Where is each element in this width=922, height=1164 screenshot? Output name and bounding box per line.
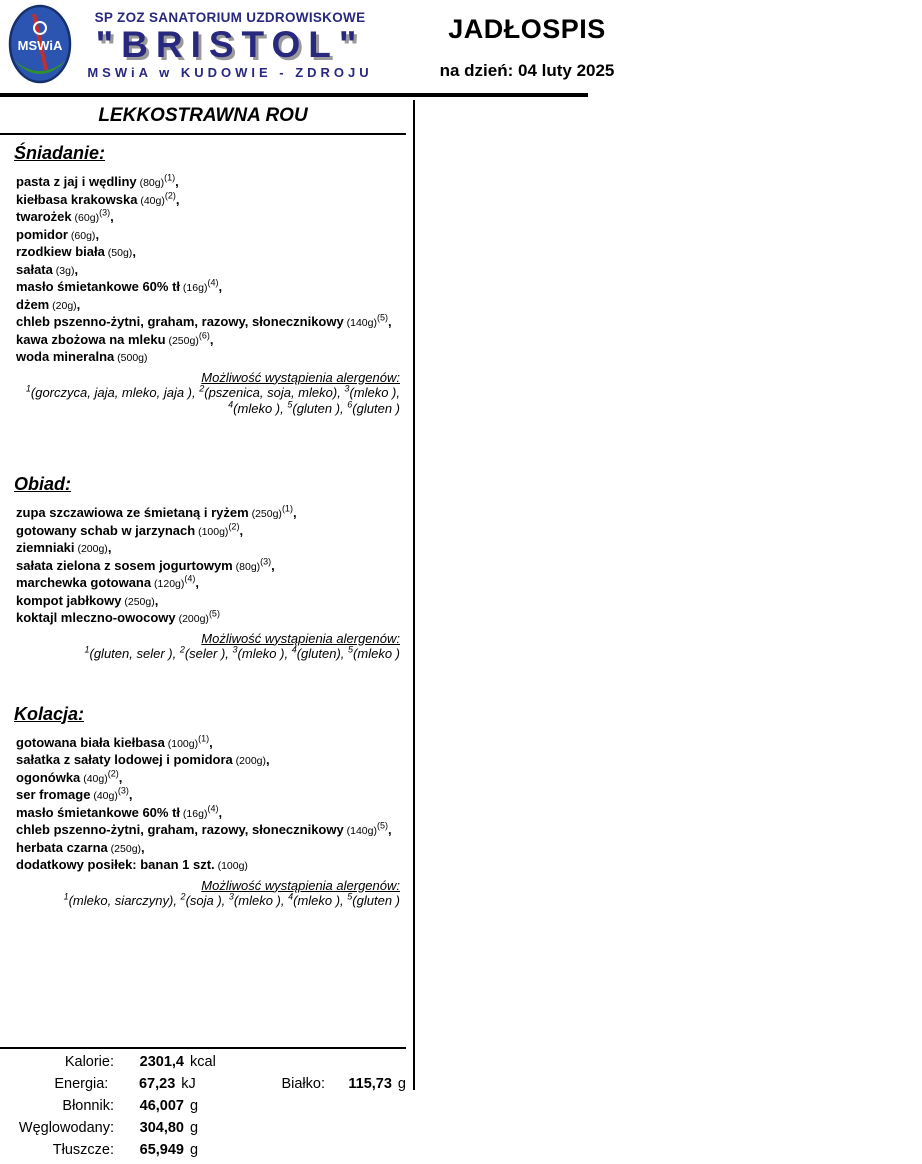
menu-item-allergen-ref: (2) xyxy=(164,190,176,201)
menu-item xyxy=(16,857,406,875)
allergen-number: 4 xyxy=(228,399,234,410)
menu-item-name: kiełbasa krakowska xyxy=(16,191,138,207)
menu-item xyxy=(16,209,406,227)
menu-item xyxy=(16,575,406,593)
menu-item-portion: (20g) xyxy=(49,299,77,312)
menu-item-portion: (100g) xyxy=(164,737,199,750)
allergen-number: 4 xyxy=(291,644,297,655)
menu-item-separator: , xyxy=(95,226,100,242)
meal-section-obiad xyxy=(0,466,406,662)
menu-item-allergen-ref: (3) xyxy=(99,207,111,218)
section-title: Śniadanie: xyxy=(14,143,106,163)
allergen-line: $^1$(gorczyca, jaja, mleko, jaja ), $^2$(pszenica, soja, mleko), $^3$(mleko ), xyxy=(25,383,400,400)
menu-item-name: kawa zbożowa na mleku xyxy=(16,331,166,347)
diet-title: LEKKOSTRAWNA ROU xyxy=(98,105,308,126)
menu-item xyxy=(16,505,406,523)
menu-item-allergen-ref: (4) xyxy=(207,277,219,288)
menu-item-separator: , xyxy=(132,244,136,259)
menu-item-name: twarożek xyxy=(16,209,72,224)
menu-item-allergen-ref: (5) xyxy=(208,608,220,619)
menu-item-allergen-ref: (1) xyxy=(281,503,293,514)
menu-item-portion: (200g) xyxy=(232,755,267,767)
nutrition-row xyxy=(0,1142,406,1164)
allergen-heading: Możliwość wystąpienia alergenów: xyxy=(201,369,400,385)
nutrition-value: 46,007 xyxy=(139,1097,184,1114)
allergen-number: 3 xyxy=(344,383,350,394)
column-divider xyxy=(413,100,415,1090)
menu-item-name: sałata zielona z sosem jogurtowym xyxy=(16,557,233,573)
allergen-line: $^1$(mleko, siarczyny), $^2$(soja ), $^3$(mleko ), $^4$(mleko ), $^5$(gluten ) xyxy=(63,891,400,908)
menu-item-portion: (50g) xyxy=(104,247,133,259)
document-date: na dzień: 04 luty 2025 xyxy=(439,61,615,80)
menu-item-portion: (16g) xyxy=(180,282,208,294)
allergen-heading: Możliwość wystąpienia alergenów: xyxy=(201,630,400,646)
menu-item xyxy=(16,735,406,753)
menu-item-separator: , xyxy=(209,331,214,347)
organization-location: MSWiA w KUDOWIE - ZDROJU xyxy=(87,65,373,80)
organization-block xyxy=(80,4,380,80)
menu-item-name: marchewka gotowana xyxy=(16,575,152,590)
menu-item xyxy=(16,332,406,350)
menu-item xyxy=(16,540,406,558)
menu-item-name: pomidor xyxy=(16,226,68,242)
nutrition-unit: kcal xyxy=(190,1053,216,1070)
menu-item-separator: , xyxy=(128,787,133,802)
allergen-number: 5 xyxy=(348,644,354,655)
menu-item-name: kompot jabłkowy xyxy=(16,592,122,608)
menu-item-name: ser fromage xyxy=(16,787,91,802)
section-title: Obiad: xyxy=(14,474,71,494)
menu-item-separator: , xyxy=(175,174,179,189)
menu-item xyxy=(16,227,406,245)
allergen-number: 1 xyxy=(63,891,69,902)
nutrition-row xyxy=(0,1076,406,1098)
header-divider xyxy=(0,93,588,97)
meal-section-sniadanie xyxy=(0,135,406,416)
menu-item-name: rzodkiew biała xyxy=(16,244,105,259)
brand-name: "BRISTOL" xyxy=(95,24,365,65)
header xyxy=(8,4,914,84)
menu-item-separator: , xyxy=(209,734,213,750)
menu-item xyxy=(16,752,406,770)
nutrition-value: 304,80 xyxy=(139,1119,184,1136)
organization-name: SP ZOZ SANATORIUM UZDROWISKOWE xyxy=(94,10,366,25)
menu-item-portion: (100g) xyxy=(195,525,229,538)
menu-item-separator: , xyxy=(239,522,244,538)
nutrition-unit: g xyxy=(190,1097,199,1114)
menu-item-portion: (40g) xyxy=(137,194,165,207)
menu-item-portion: (80g) xyxy=(232,560,261,573)
nutrition-row xyxy=(0,1098,406,1120)
allergen-line: $^1$(gluten, seler ), $^2$(seler ), $^3$(mleko ), $^4$(gluten), $^5$(mleko ) xyxy=(84,644,400,661)
nutrition-value: 2301,4 xyxy=(139,1053,184,1070)
menu-item xyxy=(16,593,406,611)
menu-item-name: sałata xyxy=(16,261,53,277)
allergen-number: 2 xyxy=(180,891,186,902)
nutrition-label: Białko: xyxy=(281,1075,325,1092)
menu-item-name: koktajl mleczno-owocowy xyxy=(16,610,176,625)
document-title: JADŁOSPIS xyxy=(448,14,606,44)
menu-item-name: ziemniaki xyxy=(16,540,75,555)
mswia-badge-icon xyxy=(8,4,72,84)
allergen-number: 5 xyxy=(347,891,353,902)
menu-item-name: chleb pszenno-żytni, graham, razowy, słonecznikowy xyxy=(16,314,344,329)
menu-item-name: sałatka z sałaty lodowej i pomidora xyxy=(16,752,233,767)
menu-item-separator: , xyxy=(74,261,79,277)
menu-item-portion: (60g) xyxy=(68,229,96,242)
menu-item-portion: (200g) xyxy=(175,613,209,625)
nutrition-label: Kalorie: xyxy=(64,1053,114,1070)
meal-section-kolacja xyxy=(0,696,406,909)
menu-item-allergen-ref: (2) xyxy=(107,768,119,779)
allergen-heading: Możliwość wystąpienia alergenów: xyxy=(201,877,400,893)
menu-item-name: ogonówka xyxy=(16,769,81,785)
menu-item-separator: , xyxy=(110,209,114,224)
nutrition-row xyxy=(0,1120,406,1142)
menu-item xyxy=(16,770,406,788)
menu-item-name: dodatkowy posiłek: banan 1 szt. xyxy=(16,857,215,872)
nutrition-value: 115,73 xyxy=(348,1075,392,1092)
menu-item-allergen-ref: (5) xyxy=(377,820,388,831)
menu-item xyxy=(16,262,406,280)
menu-item-separator: , xyxy=(175,191,180,207)
menu-item xyxy=(16,787,406,805)
menu-item-name: masło śmietankowe 60% tł xyxy=(16,804,181,820)
menu-item-portion: (60g) xyxy=(71,212,100,224)
menu-item-portion: (500g) xyxy=(114,352,148,364)
nutrition-summary xyxy=(0,1054,406,1164)
menu-item-portion: (120g) xyxy=(151,578,185,590)
menu-item xyxy=(16,297,406,315)
menu-item-name: woda mineralna xyxy=(16,349,115,364)
menu-item xyxy=(16,822,406,840)
menu-item-portion: (40g) xyxy=(80,772,108,785)
menu-item-portion: (80g) xyxy=(136,177,165,189)
menu-item xyxy=(16,523,406,541)
menu-item-separator: , xyxy=(76,296,81,312)
menu-item-portion: (250g) xyxy=(165,334,199,347)
menu-item-portion: (250g) xyxy=(107,842,142,855)
menu-item-allergen-ref: (2) xyxy=(228,521,240,532)
menu-item-allergen-ref: (4) xyxy=(207,803,219,814)
nutrition-label: Energia: xyxy=(54,1075,109,1092)
nutrition-unit: g xyxy=(397,1075,406,1092)
menu-item-portion: (3g) xyxy=(52,264,75,277)
menu-item xyxy=(16,192,406,210)
menu-item-portion: (16g) xyxy=(180,807,208,820)
menu-item xyxy=(16,610,406,628)
menu-item-portion: (250g) xyxy=(248,508,282,520)
nutrition-label: Błonnik: xyxy=(62,1097,114,1114)
menu-item-separator: , xyxy=(195,575,200,590)
menu-item-separator: , xyxy=(218,804,223,820)
menu-item-separator: , xyxy=(388,314,392,329)
nutrition-label: Tłuszcze: xyxy=(52,1141,114,1158)
menu-item-portion: (140g) xyxy=(343,825,377,837)
menu-item-separator: , xyxy=(218,279,223,294)
allergen-line: $^4$(mleko ), $^5$(gluten ), $^6$(gluten ) xyxy=(228,399,400,416)
allergen-number: 3 xyxy=(232,644,238,655)
nutrition-unit: g xyxy=(190,1119,199,1136)
menu-item-allergen-ref: (3) xyxy=(260,556,272,567)
menu-item-portion: (200g) xyxy=(74,543,108,555)
allergen-number: 6 xyxy=(347,399,353,410)
menu-item-separator: , xyxy=(292,505,297,520)
menu-item-portion: (250g) xyxy=(121,595,155,608)
nutrition-divider xyxy=(0,1047,406,1049)
allergen-number: 4 xyxy=(288,891,294,902)
menu-item-allergen-ref: (1) xyxy=(164,172,176,183)
menu-item-portion: (100g) xyxy=(214,860,248,872)
allergen-number: 2 xyxy=(179,644,185,655)
nutrition-value: 67,23 xyxy=(138,1075,176,1092)
section-title: Kolacja: xyxy=(14,703,85,724)
menu-item-name: chleb pszenno-żytni, graham, razowy, słonecznikowy xyxy=(16,822,344,837)
nutrition-value: 65,949 xyxy=(139,1141,184,1158)
menu-item-name: zupa szczawiowa ze śmietaną i ryżem xyxy=(16,505,249,520)
menu-item xyxy=(16,349,406,367)
allergen-number: 1 xyxy=(25,383,31,394)
menu-item xyxy=(16,174,406,192)
menu-item xyxy=(16,279,406,297)
allergen-number: 1 xyxy=(84,644,90,655)
menu-item-separator: , xyxy=(388,822,392,837)
nutrition-label: Węglowodany: xyxy=(18,1119,114,1136)
menu-sections xyxy=(0,135,406,909)
nutrition-unit: kJ xyxy=(181,1075,196,1092)
mswia-logo xyxy=(8,4,72,84)
menu-item-separator: , xyxy=(154,592,159,608)
allergen-number: 2 xyxy=(199,383,205,394)
allergen-number: 5 xyxy=(287,399,293,410)
menu-item-allergen-ref: (3) xyxy=(117,785,129,796)
menu-item-name: gotowany schab w jarzynach xyxy=(16,522,196,538)
menu-item-name: gotowana biała kiełbasa xyxy=(16,734,165,750)
menu-column xyxy=(0,100,406,1164)
menu-item-name: pasta z jaj i wędliny xyxy=(16,174,137,189)
menu-item-allergen-ref: (6) xyxy=(198,330,210,341)
menu-item xyxy=(16,805,406,823)
menu-item xyxy=(16,314,406,332)
menu-item-portion: (140g) xyxy=(343,317,377,329)
menu-item xyxy=(16,558,406,576)
menu-item-separator: , xyxy=(266,752,270,767)
menu-item xyxy=(16,244,406,262)
menu-item-name: masło śmietankowe 60% tł xyxy=(16,279,181,294)
menu-item-allergen-ref: (1) xyxy=(198,733,210,744)
nutrition-unit: g xyxy=(190,1141,199,1158)
menu-item-separator: , xyxy=(271,557,275,573)
title-block xyxy=(422,4,632,81)
menu-item-portion: (40g) xyxy=(90,790,118,802)
nutrition-row xyxy=(0,1054,406,1076)
menu-item-allergen-ref: (5) xyxy=(377,312,388,323)
menu-item-separator: , xyxy=(107,540,112,555)
menu-item-name: dżem xyxy=(16,296,50,312)
menu-item-separator: , xyxy=(141,839,145,855)
menu-item-separator: , xyxy=(118,769,123,785)
menu-item-name: herbata czarna xyxy=(16,839,108,855)
logo-text: MSWiA xyxy=(17,38,63,53)
allergen-number: 3 xyxy=(228,891,234,902)
menu-item-allergen-ref: (4) xyxy=(184,573,196,584)
menu-item xyxy=(16,840,406,858)
